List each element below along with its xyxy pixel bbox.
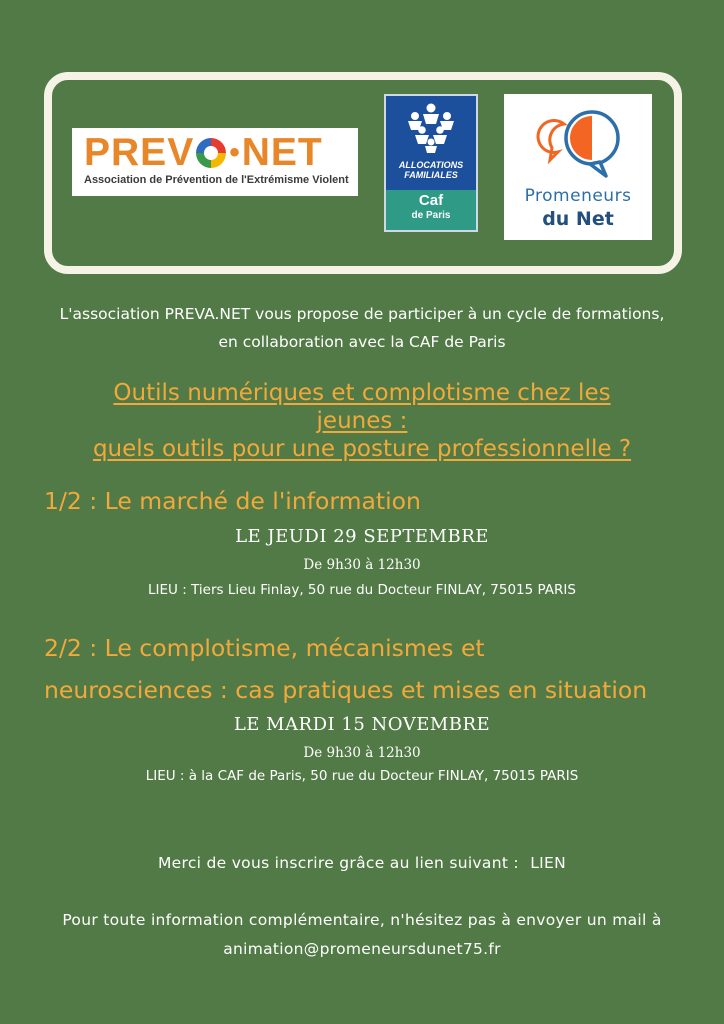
headline-line3: quels outils pour une posture professionnelle ?: [92, 436, 632, 462]
session2-title-line1: 2/2 : Le complotisme, mécanismes et: [44, 634, 485, 662]
speech-bubbles-icon: [530, 102, 630, 184]
caf-paris-logo: [384, 94, 478, 232]
caf-allocations-line1: ALLOCATIONS: [398, 160, 464, 170]
session1-title: 1/2 : Le marché de l'information: [44, 487, 421, 515]
session1-date: LE JEUDI 29 SEPTEMBRE: [235, 526, 489, 547]
preva-word-part3: NET: [241, 131, 323, 174]
session2-date: LE MARDI 15 NOVEMBRE: [233, 714, 491, 735]
session2-time: De 9h30 à 12h30: [303, 745, 421, 761]
preva-net-logo: [72, 128, 358, 196]
session2-place: LIEU : à la CAF de Paris, 50 rue du Docteur FINLAY, 75015 PARIS: [145, 768, 579, 784]
intro-line1: L'association PREVA.NET vous propose de participer à un cycle de formations,: [59, 305, 665, 323]
session1-time: De 9h30 à 12h30: [303, 557, 421, 573]
promeneurs-line1: Promeneurs: [524, 186, 632, 206]
registration-line: [0, 854, 724, 872]
contact-info-line: Pour toute information complémentaire, n'hésitez pas à envoyer un mail à: [62, 911, 662, 929]
caf-allocations-line2: FAMILIALES: [404, 170, 458, 180]
training-headline: [60, 379, 664, 463]
caf-name: Caf: [418, 192, 444, 209]
preva-net-wordmark: [84, 131, 348, 174]
registration-text: Merci de vous inscrire grâce au lien suivant :: [158, 854, 519, 872]
family-figures-icon: [400, 102, 462, 154]
intro-text: [0, 300, 724, 356]
preva-word-part1: PREV: [84, 131, 195, 174]
headline-line1: Outils numériques et complotisme chez les: [113, 380, 611, 406]
session1-place: LIEU : Tiers Lieu Finlay, 50 rue du Docteur FINLAY, 75015 PARIS: [148, 582, 576, 598]
preva-net-subtitle: Association de Prévention de l'Extrémisme Violent: [84, 174, 349, 186]
session2-title-line2: neurosciences : cas pratiques et mises en situation: [44, 676, 648, 704]
caf-city: de Paris: [411, 210, 451, 221]
intro-line2: en collaboration avec la CAF de Paris: [218, 333, 506, 351]
contact-email[interactable]: animation@promeneursdunet75.fr: [223, 940, 501, 958]
caf-logo-bottom: [386, 190, 476, 230]
caf-allocations-text: [386, 160, 476, 180]
dot-separator-icon: •: [229, 136, 241, 169]
promeneurs-du-net-logo: [504, 94, 652, 240]
headline-line2: jeunes :: [316, 408, 408, 434]
people-circle-icon: [196, 138, 226, 168]
caf-logo-top: [386, 96, 476, 190]
promeneurs-line2: du Net: [542, 208, 614, 230]
registration-link[interactable]: LIEN: [530, 854, 566, 872]
